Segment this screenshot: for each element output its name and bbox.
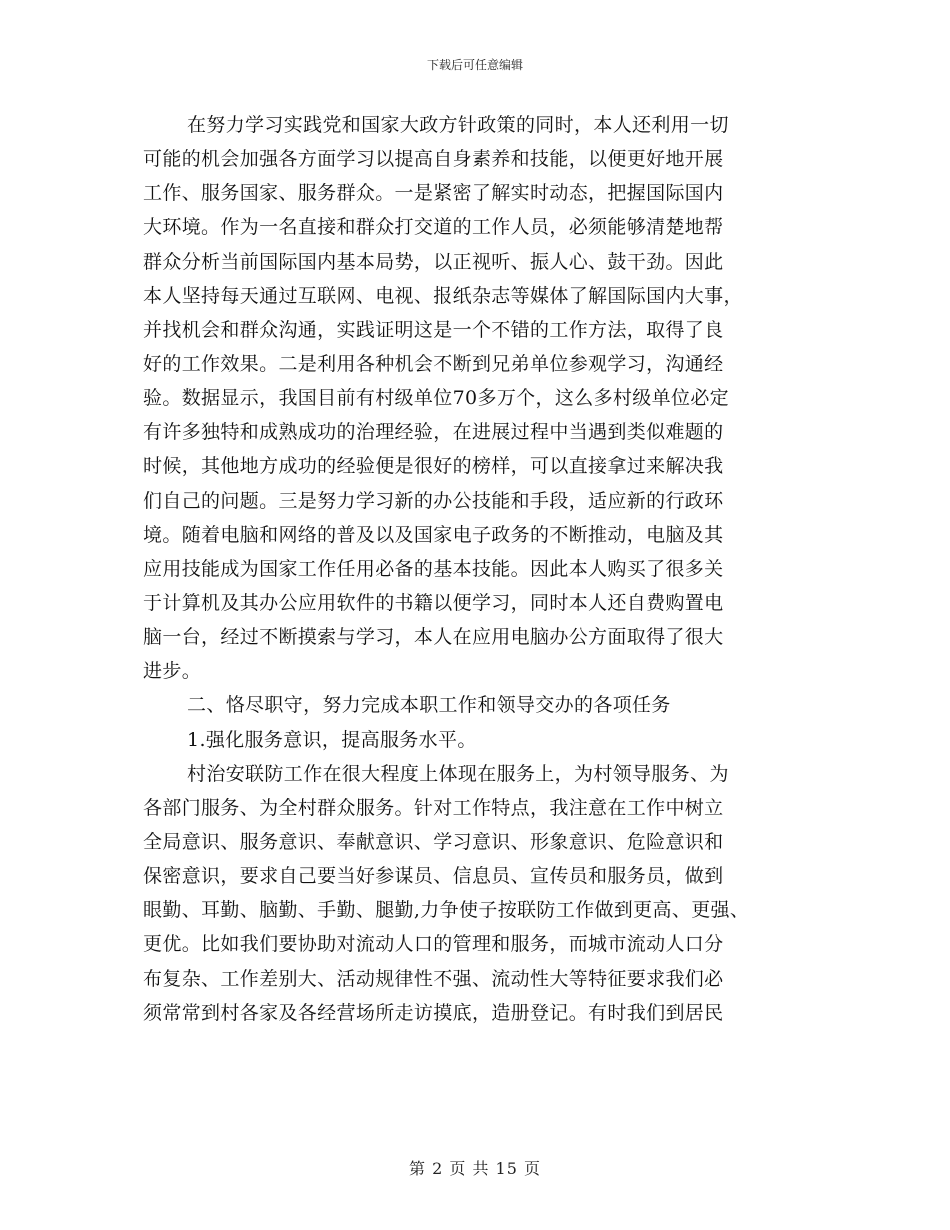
body-line: 好的工作效果。二是利用各种机会不断到兄弟单位参观学习，沟通经	[143, 352, 724, 375]
body-line: 有许多独特和成熟成功的治理经验，在进展过程中当遇到类似难题的	[143, 421, 724, 444]
page-header: 下载后可任意编辑	[426, 58, 523, 72]
body-line: 时候，其他地方成功的经验便是很好的榜样，可以直接拿过来解决我	[143, 455, 724, 478]
body-line: 各部门服务、为全村群众服务。针对工作特点，我注意在工作中树立	[143, 796, 724, 819]
subsection-heading: 1.强化服务意识，提高服务水平。	[187, 728, 477, 751]
body-line: 群众分析当前国际国内基本局势，以正视听、振人心、鼓干劲。因此	[143, 250, 724, 273]
body-line: 更优。比如我们要协助对流动人口的管理和服务，而城市流动人口分	[143, 933, 724, 956]
body-line: 可能的机会加强各方面学习以提高自身素养和技能，以便更好地开展	[143, 148, 724, 171]
body-line: 布复杂、工作差别大、活动规律性不强、流动性大等特征要求我们必	[143, 967, 724, 990]
page-footer: 第 2 页 共 15 页	[409, 1159, 541, 1178]
section-heading: 二、恪尽职守，努力完成本职工作和领导交办的各项任务	[187, 694, 671, 717]
body-line: 本人坚持每天通过互联网、电视、报纸杂志等媒体了解国际国内大事，	[143, 284, 743, 307]
body-line: 进步。	[143, 660, 202, 683]
body-line: 须常常到村各家及各经营场所走访摸底，造册登记。有时我们到居民	[143, 1001, 724, 1024]
body-line: 并找机会和群众沟通，实践证明这是一个不错的工作方法，取得了良	[143, 318, 724, 341]
body-line: 境。随着电脑和网络的普及以及国家电子政务的不断推动，电脑及其	[143, 523, 724, 546]
body-line: 全局意识、服务意识、奉献意识、学习意识、形象意识、危险意识和	[143, 830, 724, 853]
body-line: 大环境。作为一名直接和群众打交道的工作人员，必须能够清楚地帮	[143, 216, 724, 239]
body-line: 在努力学习实践党和国家大政方针政策的同时，本人还利用一切	[187, 114, 729, 136]
body-line: 脑一台，经过不断摸索与学习，本人在应用电脑办公方面取得了很大	[143, 626, 724, 649]
body-line: 眼勤、耳勤、脑勤、手勤、腿勤,力争使子按联防工作做到更高、更强、	[143, 899, 750, 922]
body-line: 们自己的问题。三是努力学习新的办公技能和手段，适应新的行政环	[143, 489, 724, 512]
body-line: 村治安联防工作在很大程度上体现在服务上，为村领导服务、为	[187, 762, 729, 785]
body-line: 保密意识，要求自己要当好参谋员、信息员、宣传员和服务员，做到	[143, 865, 724, 888]
document-body	[143, 108, 843, 1030]
body-line: 工作、服务国家、服务群众。一是紧密了解实时动态，把握国际国内	[143, 182, 724, 205]
body-line: 验。数据显示，我国目前有村级单位70多万个，这么多村级单位必定	[143, 387, 730, 410]
body-line: 应用技能成为国家工作任用必备的基本技能。因此本人购买了很多关	[143, 557, 724, 580]
body-line: 于计算机及其办公应用软件的书籍以便学习，同时本人还自费购置电	[143, 591, 724, 614]
